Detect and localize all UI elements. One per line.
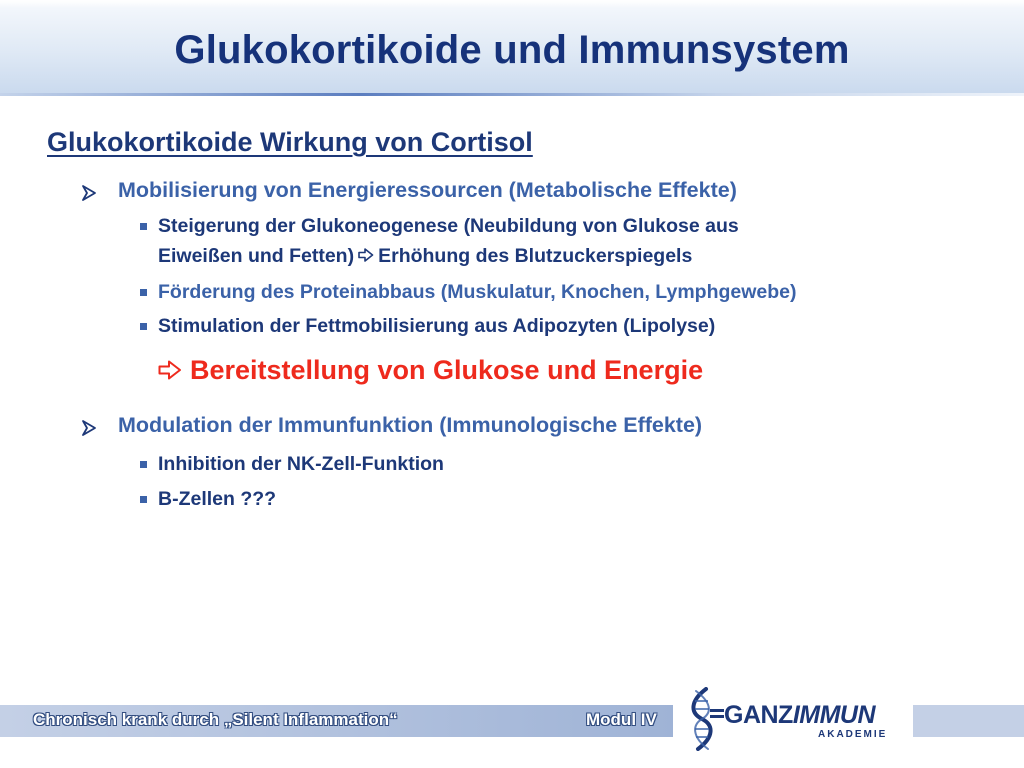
dna-helix-icon bbox=[684, 687, 720, 751]
square-bullet-icon bbox=[140, 289, 147, 296]
section-heading-immunologic: Modulation der Immunfunktion (Immunologische Effekte) bbox=[118, 413, 703, 437]
list-item: B-Zellen ??? bbox=[158, 488, 277, 510]
slide-subtitle: Glukokortikoide Wirkung von Cortisol bbox=[47, 127, 533, 157]
square-bullet-icon bbox=[140, 461, 147, 468]
list-item-text: Erhöhung des Blutzuckerspiegels bbox=[378, 245, 693, 267]
list-item: Steigerung der Glukoneogenese (Neubildung von Glukose aus bbox=[158, 215, 739, 237]
footer-module-text: Modul IV bbox=[586, 710, 657, 729]
section-heading-metabolic: Mobilisierung von Energieressourcen (Metabolische Effekte) bbox=[118, 178, 737, 202]
square-bullet-icon bbox=[140, 323, 147, 330]
outline-arrow-right-icon bbox=[158, 360, 182, 380]
list-item-continuation bbox=[158, 245, 692, 268]
list-item: Inhibition der NK-Zell-Funktion bbox=[158, 453, 444, 475]
arrowhead-bullet-icon bbox=[80, 184, 98, 202]
arrowhead-bullet-icon bbox=[80, 419, 98, 437]
logo-part-immun: IMMUN bbox=[792, 701, 876, 729]
logo-subtitle: AKADEMIE bbox=[818, 729, 888, 740]
square-bullet-icon bbox=[140, 496, 147, 503]
ganzimmun-logo bbox=[684, 685, 909, 755]
footer-left-text: Chronisch krank durch „Silent Inflammation“ bbox=[33, 710, 398, 729]
header-shine bbox=[0, 0, 1024, 8]
square-bullet-icon bbox=[140, 223, 147, 230]
logo-part-ganz: GANZ bbox=[724, 701, 793, 729]
list-item-text: Eiweißen und Fetten) bbox=[158, 245, 355, 267]
logo-wordmark bbox=[724, 701, 875, 730]
result-line bbox=[158, 355, 703, 386]
logo-bars-icon bbox=[710, 709, 724, 719]
outline-arrow-right-icon bbox=[358, 248, 374, 262]
slide-title: Glukokortikoide und Immunsystem bbox=[174, 28, 850, 72]
list-item: Stimulation der Fettmobilisierung aus Adipozyten (Lipolyse) bbox=[158, 315, 716, 337]
header-divider bbox=[0, 93, 1024, 96]
footer-band-right bbox=[913, 705, 1024, 737]
list-item: Förderung des Proteinabbaus (Muskulatur, Knochen, Lymphgewebe) bbox=[158, 281, 797, 303]
result-text: Bereitstellung von Glukose und Energie bbox=[190, 355, 704, 385]
